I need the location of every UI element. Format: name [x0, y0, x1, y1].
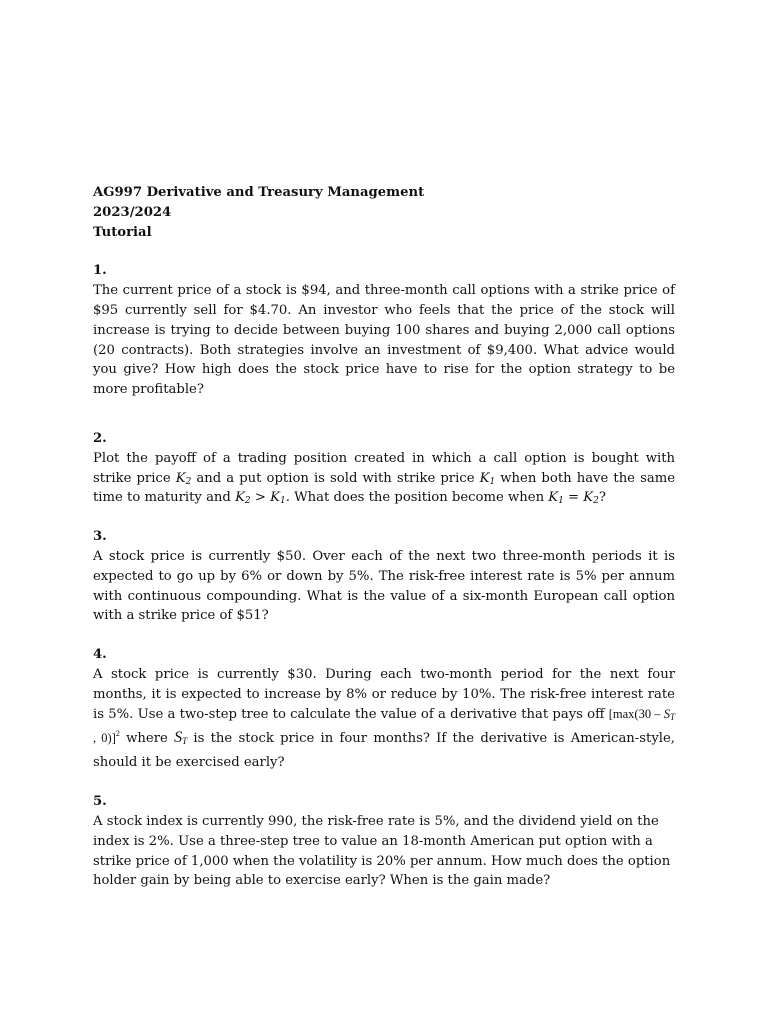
text-segment: is the stock price in four months? If the derivative is American-style, should it be exercised early? [93, 731, 675, 771]
payoff-formula: [$\max(30 - S_T$ , 0)]$^2$ [93, 706, 675, 746]
document-type: Tutorial [93, 224, 152, 240]
course-title: AG997 Derivative and Treasury Management [93, 185, 425, 200]
question-3 [93, 527, 675, 626]
question-text: The current price of a stock is $94, and three-month call options with a strike price of $95 currently sell for $4.70. An investor who feels that the price of the stock will increase is trying to decide between buying 100 shares and buying 2,000 call options (20 contracts). Both strategies involve an investment of $9,400. What advice would you give? How high does the stock price have to rise for the option strategy to be more profitable? [93, 283, 675, 398]
text-segment: . What does the position become when [285, 490, 549, 506]
text-segment: > [250, 490, 271, 506]
text-segment: = [563, 490, 584, 506]
question-number: 4. [93, 647, 107, 663]
text-segment: and a put option is sold with strike price [191, 470, 480, 486]
variable-k1: $K_1$ [548, 490, 564, 507]
question-text: A stock price is currently $50. Over each of the next two three-month periods it is expected to go up by 6% or down by 5%. The risk-free interest rate is 5% per annum with continuous compounding. What is the value of a six-month European call option with a strike price of $51? [93, 548, 675, 624]
text-segment: where [119, 731, 168, 747]
text-segment: when both have the same time to maturity and [93, 470, 676, 506]
text-segment: A stock price is currently $30. During each two-month period for the next four months, it is expected to increase by 8% or reduce by 10%. The risk-free interest rate is 5%. Use a two-step tree to calculate the value of a derivative that pays off [93, 666, 675, 722]
document-header [93, 183, 675, 242]
text-segment: ? [598, 490, 606, 506]
question-1 [93, 261, 675, 400]
question-text [93, 449, 675, 508]
variable-st: $S_T$ [174, 729, 188, 747]
variable-k2: $K_2$ [175, 470, 192, 487]
variable-k1: $K_1$ [270, 490, 286, 507]
question-5 [93, 792, 675, 891]
variable-k1: $K_1$ [479, 470, 496, 487]
tutorial-content [93, 183, 675, 891]
academic-year: 2023/2024 [93, 204, 172, 220]
question-text: A stock index is currently 990, the risk-free rate is 5%, and the dividend yield on the index is 2%. Use a three-step tree to value an 18-month American put option with a strike price of 1,000 when the volatility is 20% per annum. How much does the option holder gain by being able to exercise early? When is the gain made? [93, 813, 671, 889]
variable-k2: $K_2$ [235, 490, 251, 507]
question-2 [93, 429, 675, 508]
text-segment: Plot the payoff of a trading position created in which a call option is bought with strike price [93, 450, 675, 486]
question-number: 1. [93, 263, 107, 279]
variable-k2: $K_2$ [583, 490, 599, 507]
question-4 [93, 645, 675, 773]
question-number: 3. [93, 529, 107, 545]
question-number: 2. [93, 430, 107, 446]
question-number: 5. [93, 794, 107, 810]
question-text [93, 665, 675, 773]
